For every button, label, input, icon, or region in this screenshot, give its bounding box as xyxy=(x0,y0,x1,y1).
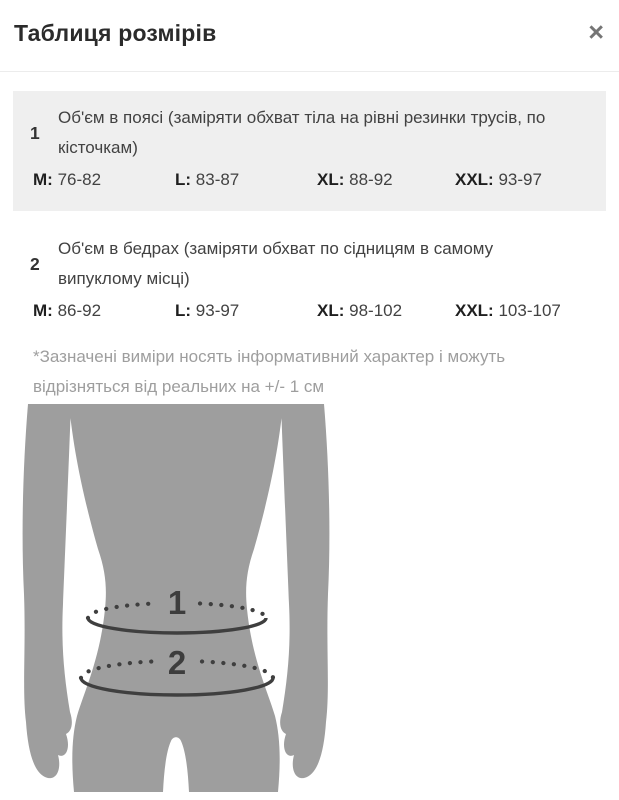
modal-header xyxy=(0,0,619,72)
waist-size-section xyxy=(13,91,606,211)
right-arm-silhouette xyxy=(280,404,329,778)
body-measurement-figure xyxy=(14,404,338,792)
size-value: 98-102 xyxy=(349,301,403,320)
size-value: 93-97 xyxy=(195,301,240,320)
size-label: XXL: xyxy=(455,301,494,320)
size-label: M: xyxy=(33,170,53,189)
close-button[interactable] xyxy=(586,17,606,48)
waist-label: 1 xyxy=(167,584,187,621)
hip-label: 2 xyxy=(167,644,187,681)
size-value: 86-92 xyxy=(57,301,102,320)
figure-container xyxy=(14,404,606,797)
measurement-note xyxy=(13,342,606,402)
size-cell xyxy=(455,165,586,195)
size-label: L: xyxy=(175,301,192,320)
hip-description-row xyxy=(30,234,586,294)
waist-sizes-row xyxy=(33,165,586,195)
left-arm-silhouette xyxy=(23,404,72,778)
size-cell xyxy=(175,296,317,326)
size-value: 83-87 xyxy=(195,170,240,189)
size-value: 93-97 xyxy=(498,170,542,189)
waist-description-row xyxy=(30,103,586,163)
section-number: 1 xyxy=(30,122,40,143)
note-line: *Зазначені виміри носять інформативний характер і можуть xyxy=(33,347,506,366)
section-description: Об'єм в бедрах (заміряти обхват по сідницям в самому випуклому місці) xyxy=(58,239,494,288)
modal-content xyxy=(0,91,619,797)
size-cell xyxy=(455,296,586,326)
note-line: відрізняться від реальних на +/- 1 см xyxy=(33,377,325,396)
hip-size-section xyxy=(13,222,606,342)
hip-sizes-row xyxy=(33,296,586,326)
size-label: XL: xyxy=(317,170,345,189)
size-label: L: xyxy=(175,170,192,189)
size-cell xyxy=(33,165,175,195)
size-cell xyxy=(317,296,455,326)
size-label: XXL: xyxy=(455,170,494,189)
size-cell xyxy=(317,165,455,195)
size-value: 88-92 xyxy=(349,170,393,189)
section-description: Об'єм в поясі (заміряти обхват тіла на рівні резинки трусів, по кісточкам) xyxy=(58,108,546,157)
size-value: 76-82 xyxy=(57,170,102,189)
size-label: XL: xyxy=(317,301,345,320)
modal-title: Таблиця розмірів xyxy=(14,20,217,46)
size-cell xyxy=(175,165,317,195)
close-icon: × xyxy=(588,17,604,47)
section-number: 2 xyxy=(30,253,40,274)
size-value: 103-107 xyxy=(498,301,561,320)
size-cell xyxy=(33,296,175,326)
size-label: M: xyxy=(33,301,53,320)
